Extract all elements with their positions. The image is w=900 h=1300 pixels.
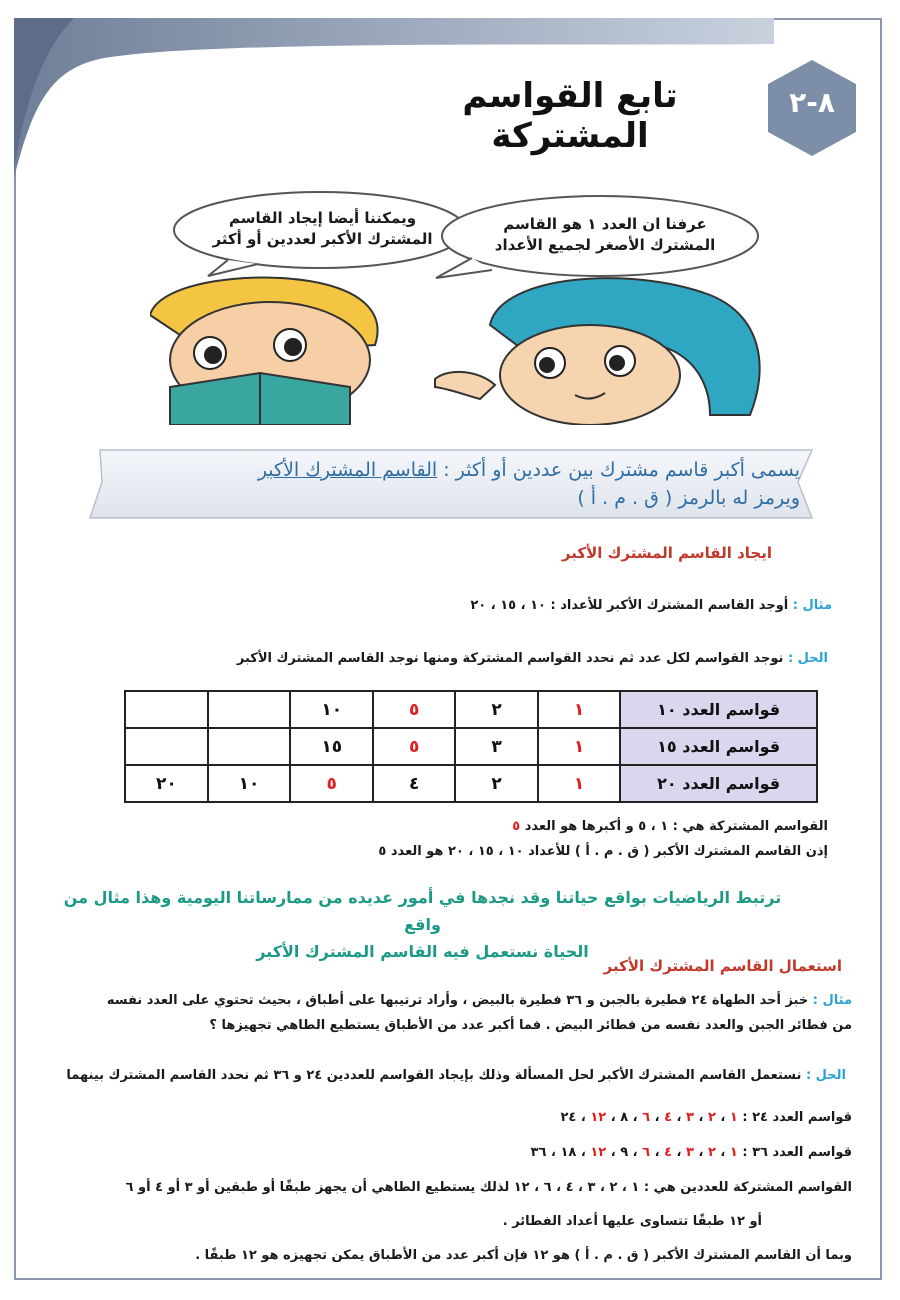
section-heading-find-gcd: ايجاد القاسم المشترك الأكبر <box>561 544 772 562</box>
real-life-note-line-2: الحياة نستعمل فيه القاسم المشترك الأكبر <box>256 942 589 961</box>
gcd-conclusion-line: إذن القاسم المشترك الأكبر ( ق . م . أ ) للأعداد ١٠ ، ١٥ ، ٢٠ هو العدد ٥ <box>378 844 828 859</box>
table-row <box>125 691 817 728</box>
divisor-value: ٣ <box>686 1110 694 1125</box>
divisor-value: ٢٤ <box>560 1110 577 1125</box>
table-row <box>125 728 817 765</box>
definition-term: القاسم المشترك الأكبر <box>257 459 438 481</box>
divisor-value: ١ <box>729 1145 738 1160</box>
solution-2-tag: الحل : <box>805 1068 846 1083</box>
children-illustration <box>150 275 790 425</box>
common-divisors-line <box>512 819 828 834</box>
section-heading-use-gcd: استعمال القاسم المشترك الأكبر <box>603 957 842 975</box>
common-divisors-2-line-2: أو ١٢ طبقًا تتساوى عليها أعداد الفطائر . <box>502 1214 762 1229</box>
table-cell <box>125 691 208 728</box>
solution-1-line <box>237 651 828 666</box>
bubble-right-line-1: عرفنا ان العدد ١ هو القاسم <box>503 215 707 233</box>
row-label: قواسم العدد ١٠ <box>620 691 817 728</box>
divisor-value: ٨ <box>620 1110 629 1125</box>
example-2-line-2: من فطائر الجبن والعدد نفسه من فطائر البيض . فما أكبر عدد من الأطباق يستطيع الطاهي تجهيزها ؟ <box>209 1018 852 1033</box>
table-cell <box>208 691 291 728</box>
divisor-value: ٣٦ <box>530 1145 547 1160</box>
page-title: تابع القواسم المشتركة <box>462 76 678 156</box>
divisors-36-line: قواسم العدد ٣٦ : ١ ، ٢ ، ٣ ، ٤ ، ٦ ، ٩ ، ١٢ ، ١٨ ، ٣٦ <box>530 1145 852 1160</box>
table-cell: ١٠ <box>290 691 373 728</box>
lesson-number: ٨-٢ <box>789 86 835 119</box>
real-life-note <box>50 884 795 965</box>
table-cell: ٢ <box>455 765 537 802</box>
common-divisors-highlight: ٥ <box>512 819 521 834</box>
table-cell: ٢٠ <box>125 765 208 802</box>
table-cell: ١ <box>538 728 620 765</box>
example-2-text-1: خبز أحد الطهاة ٢٤ فطيرة بالجبن و ٣٦ فطيرة بالبيض ، وأراد ترتيبها على أطباق ، بحيث تحتوي على العدد نفسه <box>106 993 813 1008</box>
divisors-table <box>124 690 818 803</box>
row-label: قواسم العدد ١٥ <box>620 728 817 765</box>
row-label: قواسم العدد ٢٠ <box>620 765 817 802</box>
solution-2-text: نستعمل القاسم المشترك الأكبر لحل المسألة وذلك بإيجاد القواسم للعددين ٢٤ و ٣٦ ثم نحدد القاسم المشترك بينهما <box>66 1068 806 1083</box>
divisors-36-label: قواسم العدد ٣٦ : <box>742 1145 852 1160</box>
table-cell: ١ <box>538 691 620 728</box>
example-1-line <box>470 598 832 613</box>
divisors-24-label: قواسم العدد ٢٤ : <box>742 1110 852 1125</box>
definition-prefix: يسمى أكبر قاسم مشترك بين عددين أو أكثر : <box>437 459 800 481</box>
example-2-line-1 <box>107 993 852 1008</box>
divisor-value: ٣ <box>686 1145 694 1160</box>
divisor-value: ٢ <box>707 1145 716 1160</box>
divisor-value: ٤ <box>664 1110 673 1125</box>
definition-line-2: ويرمز له بالرمز ( ق . م . أ ) <box>577 487 800 509</box>
example-1-tag: مثال : <box>792 598 832 613</box>
divisor-value: ٤ <box>664 1145 673 1160</box>
divisor-value: ١٢ <box>590 1145 607 1160</box>
table-cell: ٢ <box>455 691 537 728</box>
divisor-value: ٩ <box>620 1145 629 1160</box>
solution-2-line <box>66 1068 846 1083</box>
divisors-24-line: قواسم العدد ٢٤ : ١ ، ٢ ، ٣ ، ٤ ، ٦ ، ٨ ، ١٢ ، ٢٤ <box>560 1110 852 1125</box>
speech-bubble-right-text <box>470 214 740 256</box>
final-answer-line: وبما أن القاسم المشترك الأكبر ( ق . م . أ ) هو ١٢ فإن أكبر عدد من الأطباق يمكن تجهيزه هو ١٢ طبقًا . <box>195 1248 852 1263</box>
table-cell: ٤ <box>373 765 455 802</box>
table-cell: ٣ <box>455 728 537 765</box>
solution-1-tag: الحل : <box>787 651 828 666</box>
definition-text <box>110 456 800 512</box>
table-cell: ٥ <box>290 765 373 802</box>
divisor-value: ١٢ <box>590 1110 607 1125</box>
divisor-value: ١ <box>729 1110 738 1125</box>
table-cell: ٥ <box>373 691 455 728</box>
real-life-note-line-1: ترتبط الرياضيات بواقع حياتنا وقد نجدها في أمور عديده من ممارساتنا اليومية وهذا مثال من واقع <box>63 888 782 934</box>
table-cell: ١ <box>538 765 620 802</box>
divisor-value: ١٨ <box>560 1145 577 1160</box>
table-cell: ٥ <box>373 728 455 765</box>
table-cell <box>125 728 208 765</box>
table-row <box>125 765 817 802</box>
common-divisors-2-line-1: القواسم المشتركة للعددين هي : ١ ، ٢ ، ٣ ، ٤ ، ٦ ، ١٢ لذلك يستطيع الطاهي أن يجهز طبقًا أو طبقين أو ٣ أو ٤ أو ٦ <box>125 1180 852 1195</box>
divisor-value: ٦ <box>642 1110 651 1125</box>
divisor-value: ٦ <box>642 1145 651 1160</box>
example-2-tag: مثال : <box>812 993 852 1008</box>
divisor-value: ٢ <box>707 1110 716 1125</box>
speech-bubble-left-text <box>185 208 460 250</box>
bubble-left-line-1: ويمكننا أيضا إيجاد القاسم <box>228 209 417 227</box>
table-cell: ١٠ <box>208 765 291 802</box>
table-cell <box>208 728 291 765</box>
example-1-text: أوجد القاسم المشترك الأكبر للأعداد : ١٠ ، ١٥ ، ٢٠ <box>470 598 793 613</box>
common-divisors-text: القواسم المشتركة هي : ١ ، ٥ و أكبرها هو العدد <box>520 819 828 834</box>
solution-1-text: نوجد القواسم لكل عدد ثم نحدد القواسم المشتركة ومنها نوجد القاسم المشترك الأكبر <box>236 651 788 666</box>
table-cell: ١٥ <box>290 728 373 765</box>
bubble-left-line-2: المشترك الأكبر لعددين أو أكثر <box>212 230 433 248</box>
bubble-right-line-2: المشترك الأصغر لجميع الأعداد <box>494 236 716 254</box>
definition-line-1 <box>110 456 800 484</box>
